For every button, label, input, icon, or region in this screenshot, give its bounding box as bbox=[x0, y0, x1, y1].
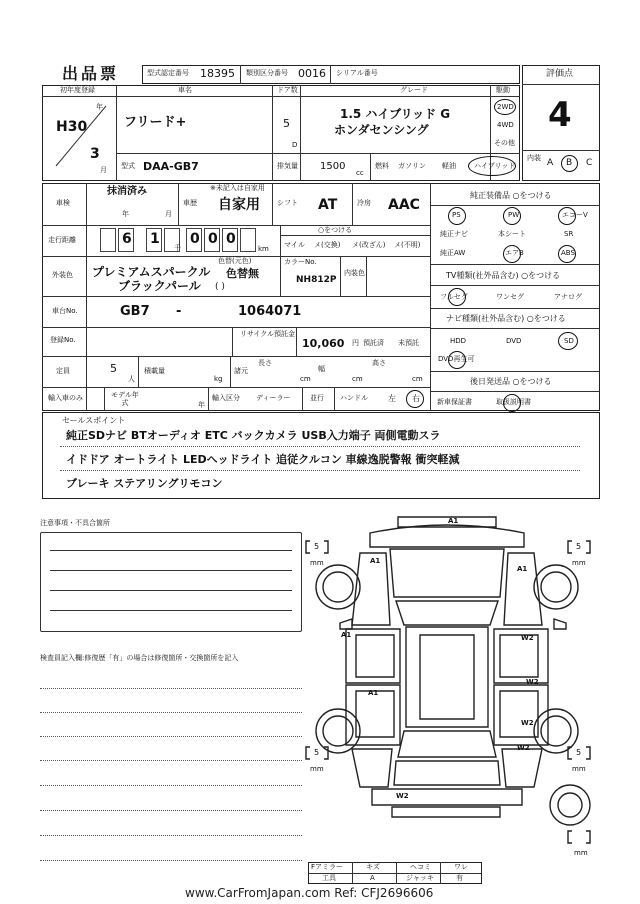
model-label: 型式 bbox=[121, 162, 135, 170]
tread-fr-mm: mm bbox=[572, 559, 586, 567]
navi-title: ナビ種類(社外品含む) ○をつける bbox=[446, 314, 566, 323]
class-label: 類別区分番号 bbox=[246, 69, 288, 77]
damage-a1-right-fender: A1 bbox=[517, 565, 528, 573]
caution-box bbox=[40, 532, 302, 632]
color-paren: ( ) bbox=[215, 282, 225, 292]
tv-analog: アナログ bbox=[554, 293, 582, 301]
equip-sr: SR bbox=[564, 230, 574, 238]
score-label: 評価点 bbox=[546, 69, 574, 79]
equip-seat: 本シート bbox=[498, 230, 526, 238]
docs-warranty: 新車保証書 bbox=[437, 398, 472, 406]
fuel-hybrid-circle bbox=[468, 156, 516, 176]
first-reg-year: H30 bbox=[56, 119, 88, 135]
car-name: フリード+ bbox=[124, 115, 187, 130]
equip-abs-circle bbox=[558, 245, 576, 263]
legend-yes: 有 bbox=[456, 874, 463, 882]
interior-a: A bbox=[547, 158, 554, 168]
mileage-digit-1: 6 bbox=[122, 231, 132, 247]
tread-rl: 5 bbox=[314, 748, 320, 757]
recycle-unpaid: 未預託 bbox=[398, 339, 419, 347]
handle-left: 左 bbox=[388, 394, 396, 403]
damage-w2-rear-fender: W2 bbox=[517, 744, 530, 752]
damage-w2-right-wheel: W2 bbox=[521, 719, 534, 727]
cert-label: 型式認定番号 bbox=[147, 69, 189, 77]
doors-value: 5 bbox=[283, 117, 290, 130]
class-value: 0016 bbox=[298, 67, 326, 80]
tread-rr: 5 bbox=[576, 748, 582, 757]
chassis-label: 車台No. bbox=[52, 307, 78, 315]
doors-label: ドア数 bbox=[277, 86, 298, 94]
sales-line-2: イドドア オートライト LEDヘッドライト 追従クルコン 車線逸脱警報 衝突軽減 bbox=[66, 453, 460, 466]
year-label: 年 bbox=[96, 103, 103, 111]
length-label: 長さ bbox=[258, 359, 272, 367]
interior-label: 内装 bbox=[527, 154, 541, 162]
mileage-digit-2: 1 bbox=[150, 231, 160, 247]
drive-2wd: 2WD bbox=[497, 103, 514, 111]
tread-rr-mm: mm bbox=[572, 765, 586, 773]
meter-exchange: メ(交換) bbox=[314, 241, 341, 249]
model-value: DAA-GB7 bbox=[143, 160, 199, 173]
width-label: 幅 bbox=[318, 365, 325, 373]
equip-airbag: エアB bbox=[505, 249, 524, 257]
meter-unknown: メ(不明) bbox=[394, 241, 421, 249]
color-orig-label: 色替(元色) bbox=[218, 257, 252, 265]
recycle-paid: 預託済 bbox=[363, 339, 384, 347]
fuel-diesel: 軽油 bbox=[442, 162, 456, 170]
tread-fr: 5 bbox=[576, 542, 582, 551]
interior-color-label: 内装色 bbox=[344, 269, 365, 277]
inspection-value: 抹消済み bbox=[107, 186, 147, 197]
equip-ps-circle bbox=[448, 207, 466, 225]
tv-oneseg: ワンセグ bbox=[496, 293, 524, 301]
usage-note: ※未記入は自家用 bbox=[210, 184, 265, 192]
color-name-2: ブラックパール bbox=[118, 279, 201, 293]
cert-value: 18395 bbox=[200, 67, 235, 80]
color-no-label: カラーNo. bbox=[284, 258, 317, 266]
damage-w2-right-rear: W2 bbox=[526, 678, 539, 686]
handle-right-circle bbox=[406, 390, 424, 408]
docs-manual-circle bbox=[503, 394, 521, 412]
drive-2wd-circle bbox=[494, 99, 516, 115]
displacement-value: 1500 bbox=[320, 161, 346, 172]
chassis-number: 1064071 bbox=[238, 304, 302, 319]
mileage-digit-3: 0 bbox=[190, 231, 200, 247]
color-name-1: プレミアムスパークル bbox=[92, 265, 211, 279]
navi-hdd: HDD bbox=[450, 337, 467, 345]
legend-tools: 工具 bbox=[322, 874, 336, 882]
tv-title: TV種類(社外品含む) ○をつける bbox=[446, 271, 561, 280]
usage-label: 車歴 bbox=[183, 199, 197, 207]
grade-line1: 1.5 ハイブリッド G bbox=[340, 107, 451, 121]
model-year-unit: 年 bbox=[198, 401, 205, 409]
damage-a1-fender: A1 bbox=[370, 557, 381, 565]
damage-a1-bumper: A1 bbox=[448, 517, 459, 525]
car-name-label: 車名 bbox=[178, 86, 192, 94]
first-reg-month: 3 bbox=[90, 146, 100, 162]
recycle-unit: 円 bbox=[352, 339, 359, 347]
inspection-month: 月 bbox=[165, 210, 172, 218]
mileage-label: 走行距離 bbox=[48, 236, 76, 244]
color-label: 外装色 bbox=[52, 271, 73, 279]
tread-fl-mm: mm bbox=[310, 559, 324, 567]
legend-crack: ワレ bbox=[454, 863, 468, 871]
footer-reference: www.CarFromJapan.com Ref: CFJ2696606 bbox=[185, 886, 434, 900]
handle-right: 右 bbox=[412, 394, 420, 403]
legend-dent: ヘコミ bbox=[410, 863, 431, 871]
navi-sd-circle bbox=[558, 332, 578, 350]
cc-label: cc bbox=[356, 169, 364, 177]
inspector-label: 検査員記入欄:修復歴「有」の場合は修復箇所・交換箇所を記入 bbox=[40, 654, 239, 662]
mileage-thousand: 千 bbox=[174, 244, 181, 252]
color-orig-value: 色替無 bbox=[226, 267, 259, 280]
score-value: 4 bbox=[548, 95, 572, 135]
equip-echo: エコーV bbox=[562, 211, 588, 219]
navi-sd: SD bbox=[564, 337, 574, 345]
capacity-unit: 人 bbox=[128, 375, 135, 383]
doors-d: D bbox=[292, 141, 298, 149]
load-label: 積載量 bbox=[144, 367, 165, 375]
shift-value: AT bbox=[318, 197, 338, 213]
load-unit: kg bbox=[214, 375, 223, 383]
first-reg-label: 初年度登録 bbox=[60, 86, 95, 94]
km-label: km bbox=[258, 245, 269, 253]
inspection-year: 年 bbox=[122, 210, 129, 218]
parallel-option: 並行 bbox=[310, 394, 324, 402]
damage-a1-left-front: A1 bbox=[341, 631, 352, 639]
recycle-value: 10,060 bbox=[302, 337, 345, 350]
navi-dvd-play: DVD再生可 bbox=[438, 355, 475, 363]
equipment-title: 純正装備品 ○をつける bbox=[470, 191, 552, 200]
sales-label: セールスポイント bbox=[62, 416, 126, 425]
cert-row bbox=[142, 65, 520, 84]
equip-abs: ABS bbox=[561, 249, 575, 257]
damage-w2-rear-bumper: W2 bbox=[396, 792, 409, 800]
ac-label: 冷房 bbox=[357, 199, 371, 207]
handle-label: ハンドル bbox=[340, 394, 368, 402]
car-damage-diagram bbox=[300, 505, 610, 890]
interior-c: C bbox=[586, 158, 593, 168]
sheet-title: 出品票 bbox=[62, 64, 120, 83]
shift-label: シフト bbox=[277, 199, 298, 207]
legend-jack: ジャッキ bbox=[406, 874, 434, 882]
damage-a1-left-rear: A1 bbox=[368, 689, 379, 697]
equip-airbag-circle bbox=[503, 245, 521, 263]
import-label: 輸入車のみ bbox=[48, 394, 83, 402]
tv-fullseg: フルセグ bbox=[440, 293, 468, 301]
equip-aw: 純正AW bbox=[440, 249, 466, 257]
equip-navi: 純正ナビ bbox=[440, 230, 468, 238]
grade-label: グレード bbox=[400, 86, 428, 94]
grade-line2: ホンダセンシング bbox=[334, 123, 429, 137]
recycle-label: リサイクル預託金 bbox=[240, 330, 296, 338]
chassis-dash: - bbox=[176, 304, 182, 319]
tread-fl: 5 bbox=[314, 542, 320, 551]
spare-mm: mm bbox=[574, 849, 588, 857]
tv-fullseg-circle bbox=[448, 288, 466, 306]
caution-label: 注意事項・不具合箇所 bbox=[40, 519, 110, 527]
legend-mirror: Fアミラー bbox=[311, 863, 344, 871]
mileage-digit-4: 0 bbox=[208, 231, 218, 247]
height-cm: cm bbox=[412, 375, 423, 383]
capacity-value: 5 bbox=[110, 362, 117, 375]
fuel-label: 燃料 bbox=[375, 162, 389, 170]
equip-echo-circle bbox=[558, 207, 576, 225]
interior-b: B bbox=[566, 158, 573, 168]
docs-manual: 取扱説明書 bbox=[496, 398, 531, 406]
serial-label: シリアル番号 bbox=[336, 69, 378, 77]
legend-scratch: キズ bbox=[366, 863, 380, 871]
sales-line-3: ブレーキ ステアリングリモコン bbox=[66, 477, 223, 490]
displacement-label: 排気量 bbox=[277, 162, 298, 170]
drive-4wd: 4WD bbox=[497, 121, 514, 129]
meter-tampered: メ(改ざん) bbox=[352, 241, 386, 249]
usage-value: 自家用 bbox=[218, 197, 260, 213]
capacity-label: 定員 bbox=[56, 367, 70, 375]
ac-value: AAC bbox=[388, 197, 420, 213]
fuel-hybrid: ハイブリッド bbox=[474, 162, 516, 170]
chassis-prefix: GB7 bbox=[120, 304, 150, 319]
import-type-label: 輸入区分 bbox=[212, 394, 240, 402]
docs-title: 後日発送品 ○をつける bbox=[470, 377, 552, 386]
navi-dvd: DVD bbox=[506, 337, 522, 345]
equip-pw: PW bbox=[508, 211, 520, 219]
drive-label: 駆動 bbox=[496, 86, 510, 94]
color-no-value: NH812P bbox=[296, 275, 337, 285]
dims-label: 諸元 bbox=[234, 367, 248, 375]
navi-dvd-play-circle bbox=[448, 351, 466, 369]
dealer-option: ディーラー bbox=[256, 394, 291, 402]
meter-circle-note: ○をつける bbox=[318, 226, 353, 234]
fuel-gas: ガソリン bbox=[398, 162, 426, 170]
mileage-digit-5: 0 bbox=[226, 231, 236, 247]
equip-pw-circle bbox=[503, 207, 521, 225]
width-cm: cm bbox=[352, 375, 363, 383]
damage-w2-right-front: W2 bbox=[521, 634, 534, 642]
equip-ps: PS bbox=[452, 211, 461, 219]
length-cm: cm bbox=[300, 375, 311, 383]
legend-a: A bbox=[370, 874, 375, 882]
mile-label: マイル bbox=[284, 241, 305, 249]
model-year-label: モデル年式 bbox=[111, 391, 139, 407]
tread-rl-mm: mm bbox=[310, 765, 324, 773]
reg-label: 登録No. bbox=[50, 336, 76, 344]
month-label: 月 bbox=[100, 166, 107, 174]
inspection-label: 車検 bbox=[56, 199, 70, 207]
sales-line-1: 純正SDナビ BTオーディオ ETC バックカメラ USB入力端子 両側電動スラ bbox=[66, 429, 441, 442]
drive-other: その他 bbox=[494, 139, 515, 147]
interior-b-circle bbox=[561, 155, 578, 172]
height-label: 高さ bbox=[372, 359, 386, 367]
